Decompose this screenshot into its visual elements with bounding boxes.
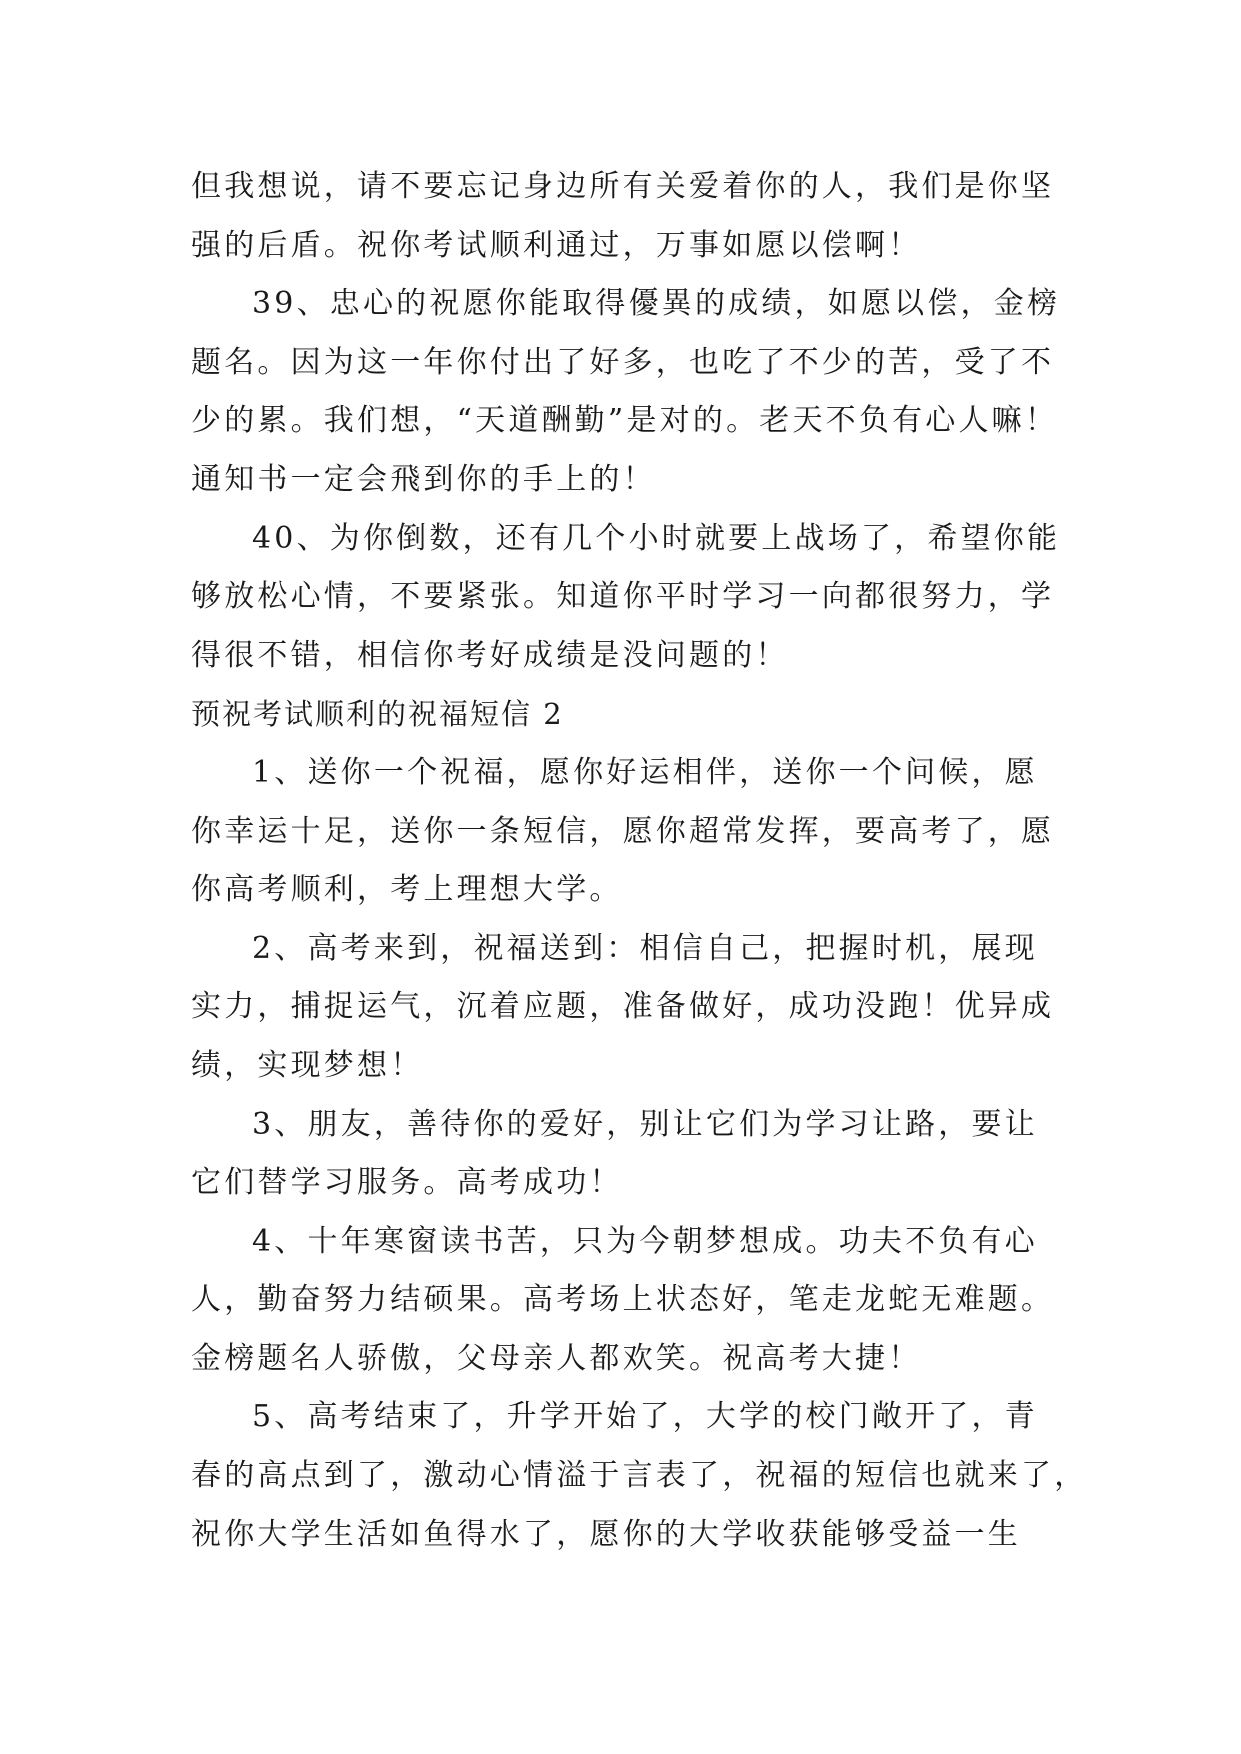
text-line: 你幸运十足，送你一条短信，愿你超常发挥，要高考了，愿 xyxy=(191,813,1055,849)
text-line: 但我想说，请不要忘记身边所有关爱着你的人，我们是你坚 xyxy=(191,169,1055,204)
section-heading: 预祝考试顺利的祝福短信 2 xyxy=(191,697,564,732)
text-line: 它们替学习服务。高考成功！ xyxy=(191,1165,623,1201)
document-body xyxy=(191,158,1088,1564)
paragraph-start-2: 2、高考来到，祝福送到：相信自己，把握时机，展现 xyxy=(252,930,1038,966)
text-line: 绩，实现梦想！ xyxy=(191,1047,424,1083)
paragraph-start-39: 39、忠心的祝愿你能取得優異的成绩，如愿以偿，金榜 xyxy=(252,286,1061,322)
paragraph-start-40: 40、为你倒数，还有几个小时就要上战场了，希望你能 xyxy=(252,520,1061,556)
text-line: 够放松心情，不要紧张。知道你平时学习一向都很努力，学 xyxy=(191,579,1055,615)
text-line: 实力，捕捉运气，沉着应题，准备做好，成功没跑！优异成 xyxy=(191,989,1055,1025)
text-line: 强的后盾。祝你考试顺利通过，万事如愿以偿啊！ xyxy=(191,227,922,263)
text-line: 你高考顺利，考上理想大学。 xyxy=(191,872,623,908)
text-line: 题名。因为这一年你付出了好多，也吃了不少的苦，受了不 xyxy=(191,344,1055,380)
text-line: 少的累。我们想，“天道酬勤”是对的。老天不负有心人嘛！ xyxy=(191,403,1059,439)
text-line: 通知书一定会飛到你的手上的！ xyxy=(191,461,656,497)
paragraph-start-5: 5、高考结束了，升学开始了，大学的校门敞开了，青 xyxy=(252,1399,1038,1435)
text-line: 人，勤奋努力结硕果。高考场上状态好，笔走龙蛇无难题。 xyxy=(191,1282,1055,1318)
text-line: 祝你大学生活如鱼得水了，愿你的大学收获能够受益一生 xyxy=(191,1516,1021,1552)
text-line: 得很不错，相信你考好成绩是没问题的！ xyxy=(191,637,789,673)
text-line: 春的高点到了，激动心情溢于言表了，祝福的短信也就来了， xyxy=(191,1458,1088,1494)
text-line: 金榜题名人骄傲，父母亲人都欢笑。祝高考大捷！ xyxy=(191,1340,922,1376)
paragraph-start-4: 4、十年寒窗读书苦，只为今朝梦想成。功夫不负有心 xyxy=(252,1223,1038,1259)
paragraph-start-3: 3、朋友，善待你的爱好，别让它们为学习让路，要让 xyxy=(252,1106,1038,1142)
paragraph-start-1: 1、送你一个祝福，愿你好运相伴，送你一个问候，愿 xyxy=(252,754,1038,790)
